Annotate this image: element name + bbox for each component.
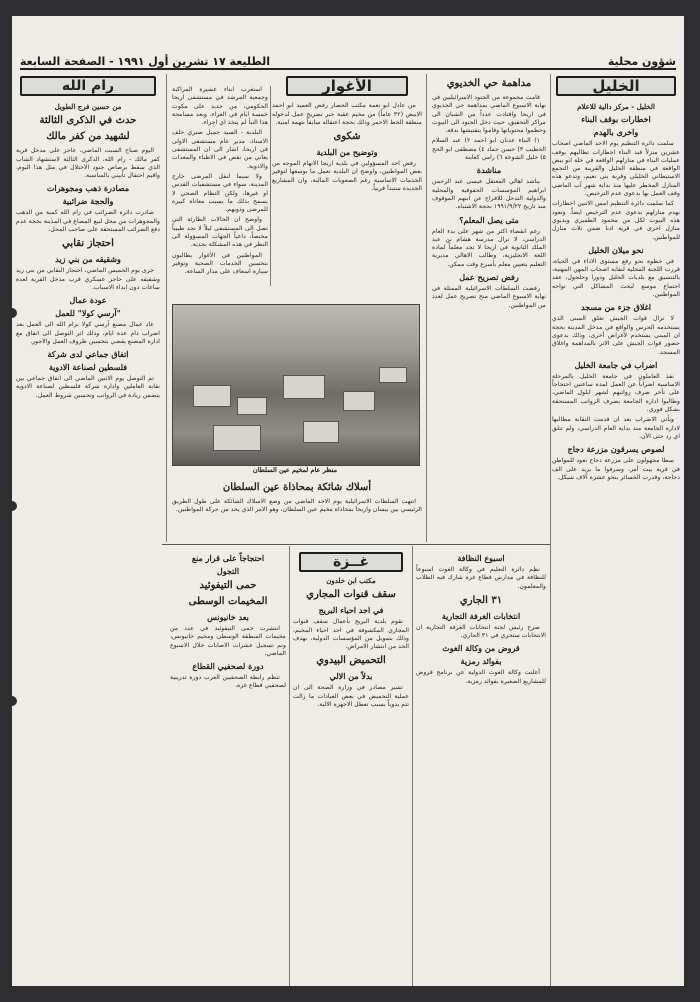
headline: رفض تصريح عمل (459, 272, 519, 283)
column-divider (426, 74, 427, 542)
headline: اضراب في جامعة الخليل (574, 359, 658, 370)
byline: من حسين فرج الطويل (54, 102, 122, 112)
article-text: سلمت دائرة التنظيم يوم الاحد الماضي اصحاب عشرين منزلاً قيد البناء اخطارات تطالبهم بوقف عمليات البناء في منازلهم الواقعة في خلة ابو بيض الواقعة في منطقة الخليل والقريبة من التجمع الاستيطاني الخليلي وقرية بني نعيم، وتدعو هذه المنازل المخطر عليها منذ بداية شهر آب الماضي وقف العمل بها بدعوى عدم الترخيص. (552, 140, 680, 198)
headline: ٣١ الجاري (459, 594, 503, 606)
headline: بعد خانيونس (207, 612, 249, 622)
column-gaza-right (416, 550, 546, 980)
headline: قروض من وكالة الغوث (442, 643, 520, 654)
section-title-hebron: الخليل (556, 76, 676, 96)
detainee-list: ١) البناء عدنان ابو احمد ٢) عبد السلام الخطيب ٣) حسن حماد ٤) مصطفى ابو الحج ٥) خليل الشوعة ٦) رامي كعابنة (432, 137, 546, 162)
article-text: تشير مصادر في وزارة الصحة الى ان عملية التحميض في بعض العيادات ما زالت تتم يدوياً بسبب تعطل الاجهزة الالية. (293, 684, 409, 709)
newspaper-page (12, 16, 684, 986)
article-text: اليوم صباح السبت الماضي، عاجز على مدخل قرية كفر مالك - رام الله، الذكرى الثالثة لاستشهاد الشاب الذي سقط برصاص جنود الاحتلال في مثل هذا اليوم، واقيم احتفال تأبيني بالمناسبة. (16, 147, 160, 180)
section-title-gaza: غــزة (299, 552, 403, 572)
headline: مناشدة (476, 165, 502, 176)
article-text: عاد عمال مصنع آرسي كولا برام الله الى العمل بعد اضراب دام عدة ايام، وذلك اثر التوصل الى اتفاق مع ادارة المصنع يقضي بتحسين ظروف العمل والاجور. (16, 321, 160, 345)
headline: اخطارات بوقف البناء (581, 114, 651, 125)
article-text: أعلنت وكالة الغوث الدولية عن برنامج قروض للمشاريع الصغيرة بفوائد رمزية. (416, 669, 546, 685)
article-text: تنظم رابطة الصحفيين العرب دورة تدريبية لصحفيي قطاع غزة. (170, 674, 286, 690)
headline: اسبوع النظافة (457, 553, 505, 563)
article-text: انتهت السلطات الاسرائيلية يوم الاحد الماضي من وضع الاسلاك الشائكة على طول الطريق الرئيسي بين بيسان واريحا بمحاذاة مخيم عين السلطان، وهو الامر الذي يحد من حركة المواطنين. (172, 498, 422, 514)
headline: وشقيقه من بني زيد (55, 254, 121, 265)
headline: التحميض البيدوي (316, 655, 386, 667)
column-divider (289, 546, 290, 986)
headline: احتجاجاً على قرار منع (191, 553, 265, 563)
article-text: يناشد اهالي المعتقل عيسى عبد الرحمن ابراهيم المؤسسات الحقوقية والمحلية والدولية التدخل للافراج عن ابنهم الموقوف منذ تاريخ ١٩٩١/٩/٢٢ بحجة الاشتباه. (432, 178, 546, 211)
headline: في احد احياء البريج (318, 605, 384, 616)
article-text: نفذ العاملون في جامعة الخليل بالمرحلة الاساسية اضراباً عن العمل لمدة ساعتين احتجاجاً على تأخر صرف رواتبهم لشهر ايلول الماضي، وطالبوا ادارة الجامعة بصرف الرواتب المستحقة بشكل فوري. (552, 372, 680, 414)
headline: انتخابات الغرفة التجارية (441, 610, 521, 621)
column-hebron (552, 74, 680, 986)
headline: "آرسي كولا" للعمل (55, 308, 121, 319)
headline: حمى التيفوئيد (199, 580, 257, 591)
article-text: المواطنين في الأغوار يطالبون بتحسين الخدمات الصحية وتوفير سيارة اسعاف على مدار الساعة. (172, 251, 268, 276)
article-text: رغم انقضاء اكثر من شهر على بدء العام الدراسي، لا تزال مدرسة هشام بن عبد الملك الثانوية في اريحا لا تجد معلماً لمادة اللغة الانجليزية، وطالب الاهالي مديرية التعليم بتعيين معلم بأسرع وقت ممكن. (432, 227, 546, 268)
column-gaza-left (170, 550, 286, 980)
article-text: رفضت السلطات الاسرائيلية الممثلة في نهاية الاسبوع الماضي منح تصريح عمل لعدد من المواطنين. (432, 285, 546, 309)
article-text: صادرت دائرة الضرائب في رام الله كمية من الذهب والمجوهرات من محل لبيع المصاغ في المدينة بحجة عدم دفع الضرائب المستحقة على صاحب المحل. (16, 209, 160, 234)
article-text: جرى يوم الخميس الماضي، احتجاز النقابي من بني زيد وشقيقه على حاجز عسكري قرب مدخل القرية لعدة ساعات دون ابداء الاسباب. (16, 267, 160, 291)
headline: نحو ميلان الخليل (588, 244, 644, 255)
article-text: تم التوصل يوم الاثنين الماضي الى اتفاق جماعي بين نقابة العاملين وادارة شركة فلسطين لصناعة الادوية يتضمن زيادة في الرواتب وتحسين شروط العمل. (16, 375, 160, 399)
headline: واخرى بالهدم (593, 127, 639, 138)
column-divider (550, 74, 551, 986)
article-text: البلدية - السيد جميل صبري خلف الاستاذ، مدير عام مستشفى الاولى في اريحا، اشار الى ان المستشفى يعاني من نقص في الاطباء والمعدات والادوية. (172, 129, 268, 170)
headline: احتجاز نقابي (62, 238, 114, 250)
dateline: الطليعة ١٧ تشرين أول ١٩٩١ - الصفحة السابعة (20, 55, 270, 68)
article-text: لا تزال قوات الجيش تغلق المبنى الذي يستخدمه الحرس والواقع في مدخل المدينة بحجة ان المبنى يستخدم لأغراض أخرى، وذلك بدعوى حضور قوات الجيش على الاثر بالمداهمة واغلاق المسجد. (552, 315, 680, 356)
headline: مصادرة ذهب ومجوهرات (46, 183, 130, 194)
section-label: شؤون محلية (607, 55, 676, 68)
article-text: من عادل ابو نعمة مكتب الحصار رفض العميد ابو احمد الابيض (٣٢ عاماً) من مخيم عقبة جبر تصريح عمل لدخوله منطقة الخط الاحمر وذلك بحجة اعتقاله سابقاً بتهمة امنية. (272, 102, 422, 126)
column-divider (166, 74, 167, 542)
article-text: قامت مجموعة من الجنود الاسرائيليين في نهاية الاسبوع الماضي بمداهمة حي الخديوي في اريحا واقتادت عدداً من الشبان الى مراكز التحقيق، حيث دخل الجنود الى البيوت وحطموا محتوياتها وقاموا بتفتيشها بدقة. (432, 94, 546, 135)
column-aghwar (272, 74, 422, 294)
article-text: استغرب ابناء عشيرة المراكبة وجمعية المرشد في مستشفى اريحا الحكومي، من جديد على مكوث خمسة ايام في العراء، وبعد مسامحة هذا النبأ لم يتخذ اي اجراء. (172, 86, 268, 127)
column-divider (412, 546, 413, 986)
column-divider (270, 86, 271, 286)
article-text: سطا مجهولون على مزرعة دجاج تعود للمواطن في قرية بيت أمر، وسرقوا ما يزيد على الف دجاجة، وقدرت الخسائر بنحو عشرة آلاف شيكل. (552, 457, 680, 481)
column-jericho (432, 74, 546, 536)
headline: والحجة ضرائبية (62, 196, 114, 207)
article-barbed-wire (172, 478, 422, 544)
headline: وتوضيح من البلدية (316, 147, 378, 158)
headline: اغلاق جزء من مسجد (580, 302, 652, 313)
article-text: في خطوة نحو رفع مستوى الاداء في الحياة، قررت اللجنة المحلية لنقابة اصحاب المهن المهنية، بالتنسيق مع بلديات الخليل ودورا وحلحول، عقد اجتماع موسع لبحث المشاكل التي تواجه المواطنين. (552, 257, 680, 299)
headline: المخيمات الوسطى (188, 596, 268, 607)
article-text: كما سلمت دائرة التنظيم امس الاثنين اخطارات بهدم منازلهم بدعوى عدم الترخيص ايضاً. وتعود هذه البيوت لكل من محمود الطميزي وبديوي منازل اخرى في قرية اذنا ضمن ثلاث منازل للمواطنين. (552, 200, 680, 241)
headline: التجول (216, 566, 240, 576)
headline: فلسطين لصناعة الادوية (48, 362, 128, 373)
article-text: تقوم بلدية البريج بأعمال سقف قنوات المجاري المكشوفة في احد احياء المخيم، وذلك بتمويل من المؤسسات الدولية، بهدف الحد من انتشار الامراض. (293, 618, 409, 651)
column-gaza-middle (293, 550, 409, 980)
page-header (20, 46, 676, 70)
section-divider (162, 544, 550, 545)
headline: لصوص يسرقون مزرعة دجاج (567, 444, 665, 455)
headline: دورة لصحفيي القطاع (192, 661, 264, 672)
section-title-aghwar: الأغوار (286, 76, 408, 96)
byline: الخليل - مركز دالية للاعلام (577, 102, 655, 112)
headline: بدلاً من الالي (329, 671, 373, 682)
column-hospital (172, 86, 268, 306)
article-text: رفض احد المسؤولين في بلدية اريحا الاتهام الموجه من بعض المواطنين، واوضح ان البلدية تعمل ما بوسعها لتوفير الخدمات الاساسية رغم الصعوبات المالية، وان المشاريع الجديدة ستبدأ قريباً. (272, 160, 422, 193)
byline: مكتب ابن خلدون (326, 576, 376, 586)
headline: مداهمة حي الخديوي (446, 78, 532, 89)
headline: حدث في الذكرى الثالثة (39, 115, 137, 127)
article-text: ويأتي الاضراب بعد ان قدمت النقابة مطالبها لادارة الجامعة منذ بداية العام الدراسي، ولم تتلق اي رد حتى الآن. (552, 416, 680, 440)
column-ramallah (16, 74, 160, 986)
photo-caption: منظر عام لمخيم عين السلطان (252, 466, 338, 474)
photo-ein-sultan-camp (172, 304, 420, 466)
section-title-ramallah: رام الله (20, 76, 156, 96)
article-text: صرح رئيس لجنة انتخابات الغرفة التجارية ان الانتخابات ستجري في ٣١ الجاري. (416, 623, 546, 640)
headline: بفوائد رمزية (460, 656, 502, 667)
headline: لشهيد من كفر مالك (46, 131, 130, 143)
headline: عودة عمال (69, 295, 107, 306)
headline: اتفاق جماعي لدى شركة (47, 349, 129, 360)
headline: شكوى (333, 131, 361, 143)
article-text: ولا سيما لنقل المرضى خارج المدينة، سواء في مستشفيات القدس او غيرها، ولكن النظام الصحي لا يسمح بذلك ما يسبب معاناة كبيرة للمرضى وذويهم. (172, 172, 268, 214)
article-text: واوضح ان الحالات الطارئة التي تصل الى المستشفى ليلاً لا تجد طبيباً مختصاً، داعياً الجهات المسؤولة الى النظر في هذه المشكلة بجدية. (172, 216, 268, 249)
article-text: انتشرت حمى التيفوئيد في عدد من مخيمات المنطقة الوسطى ومخيم خانيونس، وتم تسجيل عشرات الاصابات خلال الاسبوع الماضي. (170, 625, 286, 657)
headline: سقف قنوات المجاري (306, 589, 396, 601)
headline: أسلاك شائكة بمحاذاة عين السلطان (222, 482, 372, 493)
headline: متى يصل المعلم؟ (459, 214, 519, 225)
article-text: نظم دائرة التعليم في وكالة الغوث اسبوعاً للنظافة في مدارس قطاع غزة شارك فيه الطلاب والمعلمون. (416, 566, 546, 590)
